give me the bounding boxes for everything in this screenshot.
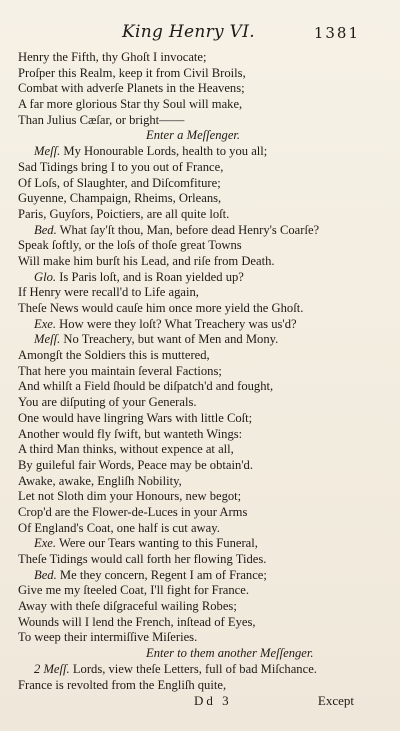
line-text: Away with theſe diſgraceful wailing Robes;: [18, 599, 237, 614]
speaker-name: 2 Meſſ.: [34, 661, 70, 676]
verse-line: [18, 630, 382, 646]
speech-line: [18, 144, 382, 160]
page-header: [18, 22, 382, 50]
line-text: If Henry were recall'd to Life again,: [18, 285, 199, 300]
verse-line: [18, 254, 382, 270]
line-text: To weep their intermiſſive Miſeries.: [18, 630, 198, 645]
verse-line: [18, 599, 382, 615]
verse-line: [18, 379, 382, 395]
line-text: Let not Sloth dim your Honours, new begot;: [18, 489, 242, 504]
speech-line: [18, 317, 382, 333]
verse-line: [18, 474, 382, 490]
line-text: Amongſt the Soldiers this is muttered,: [18, 348, 210, 363]
speech-line: [18, 536, 382, 552]
verse-line: [18, 458, 382, 474]
line-text: What ſay'ſt thou, Man, before dead Henry's Coarſe?: [56, 222, 320, 237]
line-text: A third Man thinks, without expence at all,: [18, 442, 234, 457]
verse-line: [18, 191, 382, 207]
line-text: France is revolted from the Engliſh quite,: [18, 677, 227, 692]
verse-line: [18, 176, 382, 192]
line-text: You are diſputing of your Generals.: [18, 395, 197, 410]
stage-direction: [18, 646, 382, 662]
verse-line: [18, 411, 382, 427]
line-text: Paris, Guyſors, Poictiers, are all quite loſt.: [18, 206, 230, 221]
speech-line: [18, 332, 382, 348]
line-text: Of Loſs, of Slaughter, and Diſcomfiture;: [18, 175, 221, 190]
line-text: Will make him burſt his Lead, and riſe from Death.: [18, 253, 275, 268]
verse-line: [18, 81, 382, 97]
speaker-name: Meſſ.: [34, 144, 61, 159]
speech-line: [18, 568, 382, 584]
speaker-name: Bed.: [34, 567, 57, 582]
verse-line: [18, 348, 382, 364]
verse-line: [18, 364, 382, 380]
line-text: No Treachery, but want of Men and Mony.: [60, 332, 279, 347]
line-text: Sad Tidings bring I to you out of France,: [18, 159, 224, 174]
verse-line: [18, 160, 382, 176]
verse-line: [18, 238, 382, 254]
catchword: Except: [317, 693, 354, 709]
line-text: Lords, view theſe Letters, full of bad Miſchance.: [69, 661, 317, 676]
speaker-name: Exe.: [34, 536, 57, 551]
signature-mark: Dd 3: [194, 693, 232, 709]
running-title: King Henry VI.: [122, 22, 255, 42]
line-text: Give me my ſteeled Coat, I'll fight for France.: [18, 583, 249, 598]
verse-line: [18, 678, 382, 694]
line-text: How were they loſt? What Treachery was us'd?: [56, 316, 297, 331]
line-text: Me they concern, Regent I am of France;: [56, 567, 267, 582]
verse-line: [18, 301, 382, 317]
page-number: 1381: [313, 24, 360, 42]
line-text: Crop'd are the Flower-de-Luces in your Arms: [18, 504, 248, 519]
speech-line: [18, 662, 382, 678]
line-text: Henry the Fifth, thy Ghoſt I invocate;: [18, 50, 207, 64]
line-text: Theſe News would cauſe him once more yield the Ghoſt.: [18, 301, 304, 315]
verse-line: [18, 427, 382, 443]
line-text: Awake, awake, Engliſh Nobility,: [18, 473, 182, 488]
line-text: And whilſt a Field ſhould be diſpatch'd and fought,: [18, 379, 274, 394]
line-text: Speak ſoftly, or the loſs of thoſe great Towns: [18, 238, 242, 253]
line-text: One would have lingring Wars with little Coſt;: [18, 410, 253, 425]
verse-line: [18, 66, 382, 82]
line-text: Combat with adverſe Planets in the Heavens;: [18, 81, 245, 96]
line-text: Guyenne, Champaign, Rheims, Orleans,: [18, 191, 222, 206]
line-text: Another would fly ſwift, but wanteth Wings:: [18, 426, 243, 441]
line-text: Of England's Coat, one half is cut away.: [18, 520, 220, 535]
verse-line: [18, 552, 382, 568]
verse-line: [18, 113, 382, 129]
speech-line: [18, 223, 382, 239]
verse-line: [18, 97, 382, 113]
stage-direction: [18, 128, 382, 144]
line-text: Proſper this Realm, keep it from Civil Broils,: [18, 65, 246, 80]
line-text: Is Paris loſt, and is Roan yielded up?: [56, 269, 244, 284]
speaker-name: Exe.: [34, 316, 57, 331]
verse-line: [18, 50, 382, 66]
line-text: Wounds will I lend the French, inſtead of Eyes,: [18, 614, 256, 629]
line-text: Enter to them another Meſſenger.: [146, 646, 314, 661]
verse-line: [18, 442, 382, 458]
line-text: Were our Tears wanting to this Funeral,: [56, 536, 258, 551]
verse-line: [18, 207, 382, 223]
line-text: Enter a Meſſenger.: [146, 128, 241, 143]
line-text: A far more glorious Star thy Soul will make,: [18, 97, 243, 112]
verse-line: [18, 521, 382, 537]
verse-line: [18, 285, 382, 301]
verse-line: [18, 489, 382, 505]
line-text: By guileful fair Words, Peace may be obtain'd.: [18, 457, 253, 472]
verse-line: [18, 505, 382, 521]
line-text: Than Julius Cæſar, or bright——: [18, 112, 185, 127]
verse-line: [18, 615, 382, 631]
verse-line: [18, 583, 382, 599]
play-text: [18, 50, 382, 693]
speaker-name: Meſſ.: [34, 332, 61, 347]
line-text: My Honourable Lords, health to you all;: [60, 144, 268, 159]
speech-line: [18, 270, 382, 286]
line-text: Theſe Tidings would call forth her flowing Tides.: [18, 552, 267, 566]
verse-line: [18, 395, 382, 411]
speaker-name: Bed.: [34, 222, 57, 237]
page-footer: [18, 693, 382, 711]
speaker-name: Glo.: [34, 269, 57, 284]
line-text: That here you maintain ſeveral Factions;: [18, 363, 222, 378]
